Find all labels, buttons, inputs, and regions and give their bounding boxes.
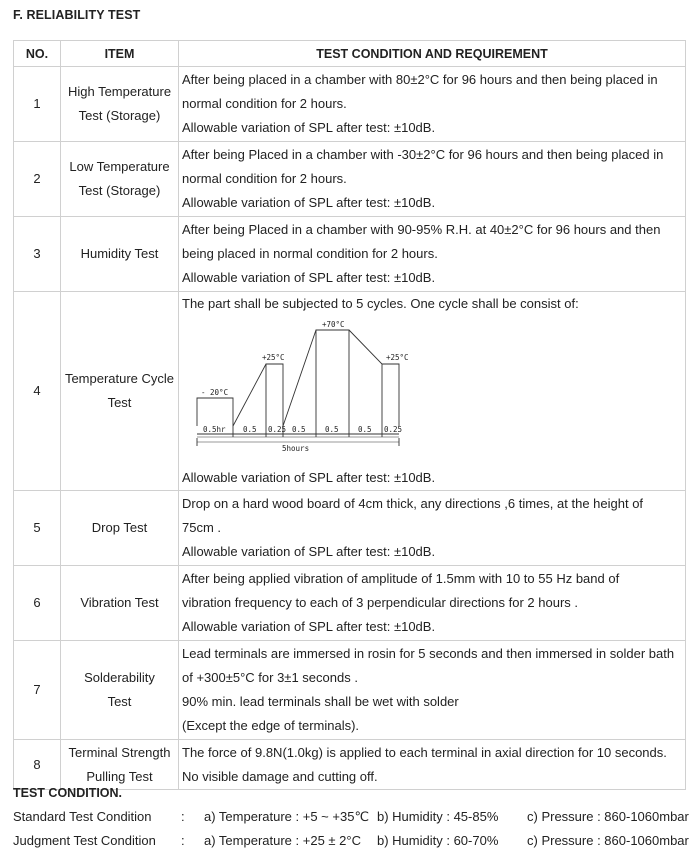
condition-line: Allowable variation of SPL after test: ±10dB. [182,619,436,634]
table-row [14,217,686,292]
temp-label-low: - 20°C [201,388,229,397]
row-item [61,217,179,292]
row-item [61,142,179,217]
row-no: 6 [14,566,61,641]
item-line: Solderability [84,670,155,685]
item-line: Test [107,694,132,709]
condition-line: After being Placed in a chamber with 90-95% R.H. at 40±2°C for 96 hours and then [182,222,661,237]
duration-label: 0.5 [243,425,257,434]
temp-label-high: +70°C [322,320,345,329]
duration-label: 0.5 [325,425,339,434]
row-no: 8 [14,740,61,790]
item-line: Test (Storage) [78,183,161,198]
row-condition [179,491,686,566]
judgment-test-condition-row [13,833,693,851]
row-no: 7 [14,641,61,740]
item-line: Low Temperature [69,159,170,174]
condition-line: Allowable variation of SPL after test: ±10dB. [182,470,436,485]
humidity-value: b) Humidity : 45-85% [377,809,499,824]
table-row [14,740,686,790]
condition-line: (Except the edge of terminals). [182,718,360,733]
condition-line: being placed in normal condition for 2 hours. [182,246,438,261]
row-condition [179,67,686,142]
condition-line: No visible damage and cutting off. [182,768,378,784]
temp-label-mid-left: +25°C [262,353,285,362]
condition-line: normal condition for 2 hours. [182,96,347,111]
row-condition [179,142,686,217]
duration-label: 0.25 [268,425,287,434]
table-row [14,491,686,566]
condition-separator: : [181,809,185,824]
header-item: ITEM [61,41,179,67]
row-item [61,67,179,142]
standard-test-condition-row [13,809,693,827]
header-no: NO. [14,41,61,67]
row-item [61,566,179,641]
condition-line: 90% min. lead terminals shall be wet with solder [182,694,459,709]
table-row [14,566,686,641]
table-row [14,292,686,491]
reliability-table [13,40,686,790]
row-condition [179,641,686,740]
row-no: 3 [14,217,61,292]
test-condition-title: TEST CONDITION. [13,786,123,800]
item-line: Vibration Test [80,595,159,610]
duration-label: 0.5hr [203,425,226,434]
condition-line: After being Placed in a chamber with -30±2°C for 96 hours and then being placed in [182,147,664,162]
condition-line: normal condition for 2 hours. [182,171,347,186]
item-line: Test (Storage) [78,108,161,123]
item-line: Drop Test [91,520,148,535]
header-condition: TEST CONDITION AND REQUIREMENT [179,41,686,67]
condition-separator: : [181,833,185,848]
pressure-value: c) Pressure : 860-1060mbar [527,809,689,824]
condition-line: The force of 9.8N(1.0kg) is applied to each terminal in axial direction for 10 seconds. [182,744,667,760]
duration-label: 0.5 [292,425,306,434]
condition-line: Drop on a hard wood board of 4cm thick, any directions ,6 times, at the height of [182,496,644,511]
condition-line: of +300±5°C for 3±1 seconds . [182,670,358,685]
table-header-row [14,41,686,67]
table-row [14,641,686,740]
row-item [61,740,179,790]
row-item [61,292,179,491]
item-line: Test [107,395,132,410]
row-item [61,641,179,740]
row-item [61,491,179,566]
pressure-value: c) Pressure : 860-1060mbar [527,833,689,848]
table-row [14,67,686,142]
total-duration-label: 5hours [282,444,310,453]
condition-line: Allowable variation of SPL after test: ±10dB. [182,195,436,210]
page-title: F. RELIABILITY TEST [13,8,141,22]
item-line: Pulling Test [86,768,153,784]
row-condition [179,292,686,491]
table-row [14,142,686,217]
row-no: 5 [14,491,61,566]
row-condition [179,740,686,790]
temp-label-mid-right: +25°C [386,353,409,362]
item-line: Humidity Test [80,246,159,261]
condition-line: After being applied vibration of amplitude of 1.5mm with 10 to 55 Hz band of [182,571,620,586]
temperature-value: a) Temperature : +25 ± 2°C [204,833,361,848]
condition-label: Standard Test Condition [13,809,152,824]
condition-line: Lead terminals are immersed in rosin for 5 seconds and then immersed in solder bath [182,646,675,661]
temperature-value: a) Temperature : +5 ~ +35℃ [204,809,370,824]
row-no: 2 [14,142,61,217]
row-no: 1 [14,67,61,142]
condition-line: 75cm . [182,520,222,535]
item-line: Terminal Strength [68,744,171,760]
condition-line: vibration frequency to each of 3 perpendicular directions for 2 hours . [182,595,579,610]
condition-line: Allowable variation of SPL after test: ±10dB. [182,120,436,135]
condition-line: Allowable variation of SPL after test: ±10dB. [182,270,436,285]
humidity-value: b) Humidity : 60-70% [377,833,499,848]
temperature-cycle-diagram [194,316,409,466]
condition-line: Allowable variation of SPL after test: ±10dB. [182,544,436,559]
row-condition [179,566,686,641]
row-condition [179,217,686,292]
row-no: 4 [14,292,61,491]
condition-line: The part shall be subjected to 5 cycles. One cycle shall be consist of: [182,296,579,311]
item-line: Temperature Cycle [64,371,175,386]
item-line: High Temperature [67,84,172,99]
condition-label: Judgment Test Condition [13,833,156,848]
condition-line: After being placed in a chamber with 80±2°C for 96 hours and then being placed in [182,72,658,87]
duration-label: 0.25 [384,425,403,434]
duration-label: 0.5 [358,425,372,434]
